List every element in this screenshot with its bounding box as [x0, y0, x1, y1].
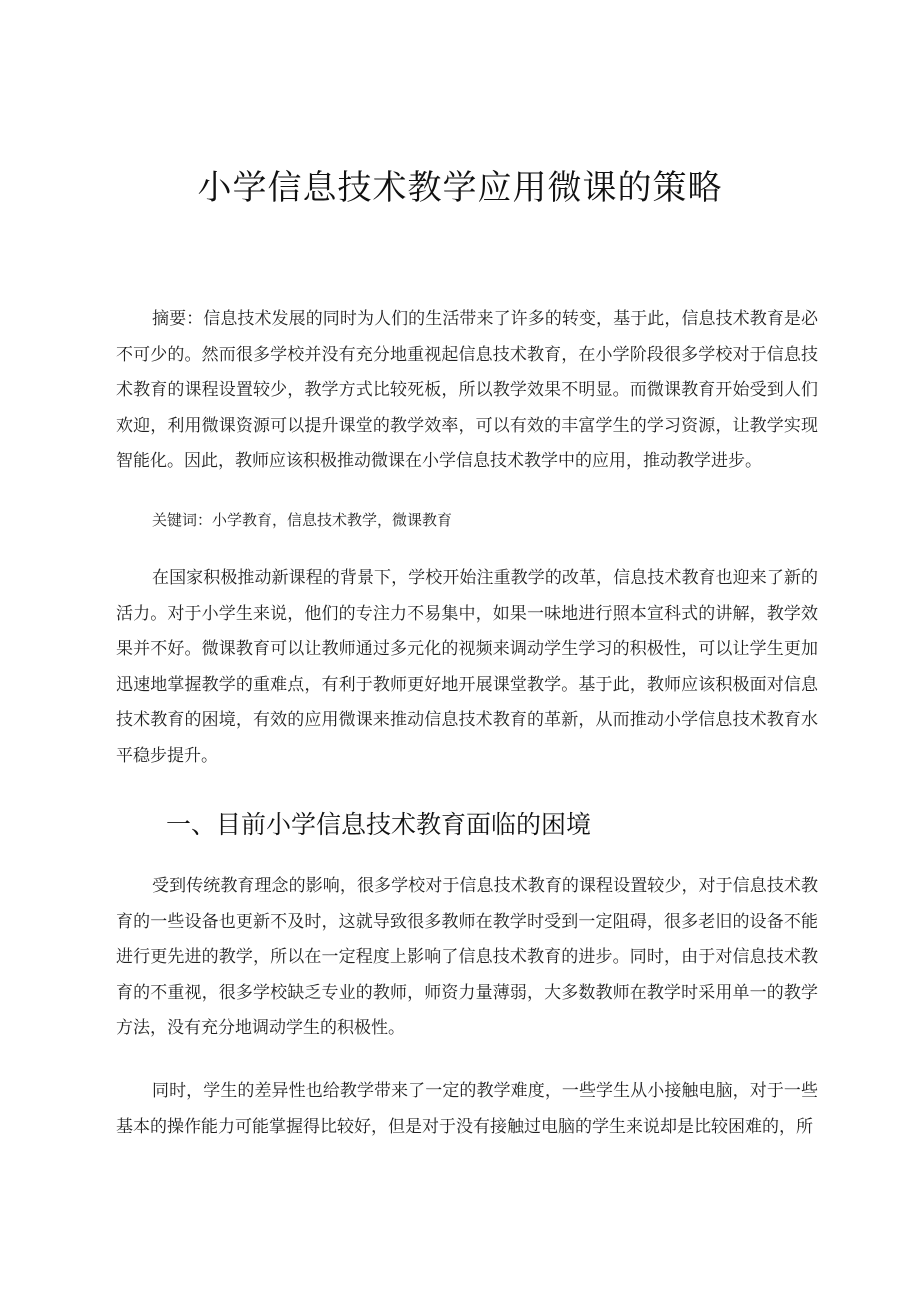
- section-1-heading: 一、目前小学信息技术教育面临的困境: [166, 810, 592, 839]
- section-1-paragraph-2: 同时，学生的差异性也给教学带来了一定的教学难度，一些学生从小接触电脑，对于一些基本的操作能力可能掌握得比较好，但是对于没有接触过电脑的学生来说却是比较困难的，所: [116, 1081, 818, 1137]
- document-title: 小学信息技术教学应用微课的策略: [197, 168, 723, 208]
- abstract-paragraph: 摘要：信息技术发展的同时为人们的生活带来了许多的转变，基于此，信息技术教育是必不可少的。然而很多学校并没有充分地重视起信息技术教育，在小学阶段很多学校对于信息技术教育的课程设置较少，教学方式比较死板，所以教学效果不明显。而微课教育开始受到人们欢迎，利用微课资源可以提升课堂的教学效率，可以有效的丰富学生的学习资源，让教学实现智能化。因此，教师应该积极推动微课在小学信息技术教学中的应用，推动教学进步。: [116, 309, 818, 471]
- keywords-line: 关键词：小学教育，信息技术教学，微课教育: [152, 511, 453, 529]
- intro-paragraph: 在国家积极推动新课程的背景下，学校开始注重教学的改革，信息技术教育也迎来了新的活力。对于小学生来说，他们的专注力不易集中，如果一味地进行照本宣科式的讲解，教学效果并不好。微课教育可以让教师通过多元化的视频来调动学生学习的积极性，可以让学生更加迅速地掌握教学的重难点，有利于教师更好地开展课堂教学。基于此，教师应该积极面对信息技术教育的困境，有效的应用微课来推动信息技术教育的革新，从而推动小学信息技术教育水平稳步提升。: [116, 568, 818, 766]
- section-1-paragraph-1: 受到传统教育理念的影响，很多学校对于信息技术教育的课程设置较少，对于信息技术教育的一些设备也更新不及时，这就导致很多教师在教学时受到一定阻碍，很多老旧的设备不能进行更先进的教学，所以在一定程度上影响了信息技术教育的进步。同时，由于对信息技术教育的不重视，很多学校缺乏专业的教师，师资力量薄弱，大多数教师在教学时采用单一的教学方法，没有充分地调动学生的积极性。: [116, 876, 818, 1038]
